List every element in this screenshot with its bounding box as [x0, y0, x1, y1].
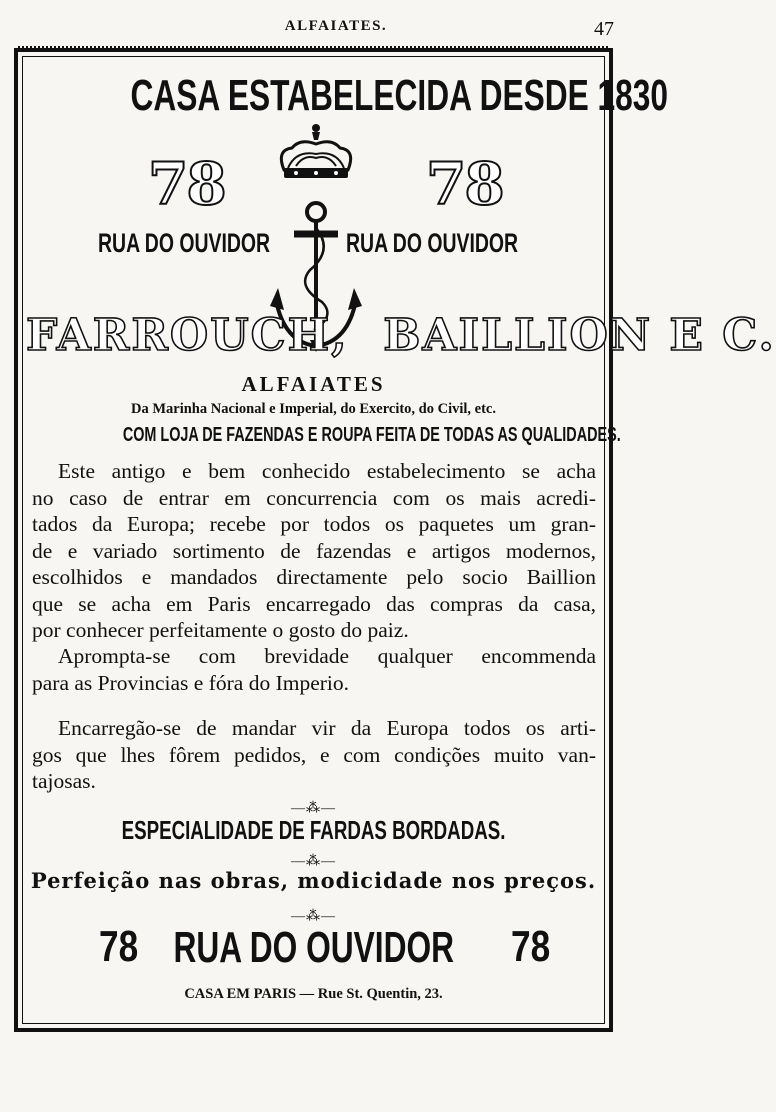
street-label-right: RUA DO OUVIDOR	[346, 228, 519, 258]
house-number-right: 78	[426, 150, 503, 218]
firm-name: FARROUCH, BAILLION E C.	[26, 310, 776, 361]
address-street: RUA DO OUVIDOR	[173, 923, 454, 972]
address-number-left: 78	[99, 922, 139, 971]
trade-heading: ALFAIATES	[241, 372, 386, 396]
page-number: 47	[594, 18, 614, 40]
running-head: ALFAIATES.	[284, 18, 388, 34]
paris-address: CASA EM PARIS — Rue St. Quentin, 23.	[184, 986, 443, 1002]
paragraph-orders: Apromptа-se com brevidade qualquer encommenda para as Provincias e fóra do Imperio.	[32, 644, 596, 695]
paragraph-imports: Encarregão-se de mandar vir da Europa todos os arti- gos que lhes fôrem pedidos, e com condições muito van- tajosas.	[32, 716, 596, 793]
address-number-right: 78	[511, 922, 551, 971]
clientele-line: Da Marinha Nacional e Imperial, do Exercito, do Civil, etc.	[130, 401, 496, 417]
ornament-divider: —⁂—	[291, 909, 336, 924]
house-number-left: 78	[148, 150, 225, 218]
street-label-left: RUA DO OUVIDOR	[98, 228, 271, 258]
ornament-divider: —⁂—	[291, 801, 336, 816]
established-heading: CASA ESTABELECIDA DESDE 1830	[130, 71, 669, 120]
specialty-heading: ESPECIALIDADE DE FARDAS BORDADAS.	[121, 815, 506, 845]
ornament-divider: —⁂—	[291, 854, 336, 869]
paragraph-establishment: Este antigo e bem conhecido estabelecimento se acha no caso de entrar em concurrencia com os mais acredi- tados da Europa; recebe por todos os paquetes um gran- de e variado sortimento de fazendas e artigos modernos, escolhidos e mandados directamente pelo socio Baillion que se acha em Paris encarregado das compras da casa, por conhecer perfeitamente o gosto do paiz.	[32, 459, 596, 642]
motto: Perfeição nas obras, modicidade nos preços.	[30, 868, 597, 893]
advertisement	[26, 60, 776, 1020]
shop-line: COM LOJA DE FAZENDAS E ROUPA FEITA DE TODAS AS QUALIDADES.	[122, 424, 621, 446]
